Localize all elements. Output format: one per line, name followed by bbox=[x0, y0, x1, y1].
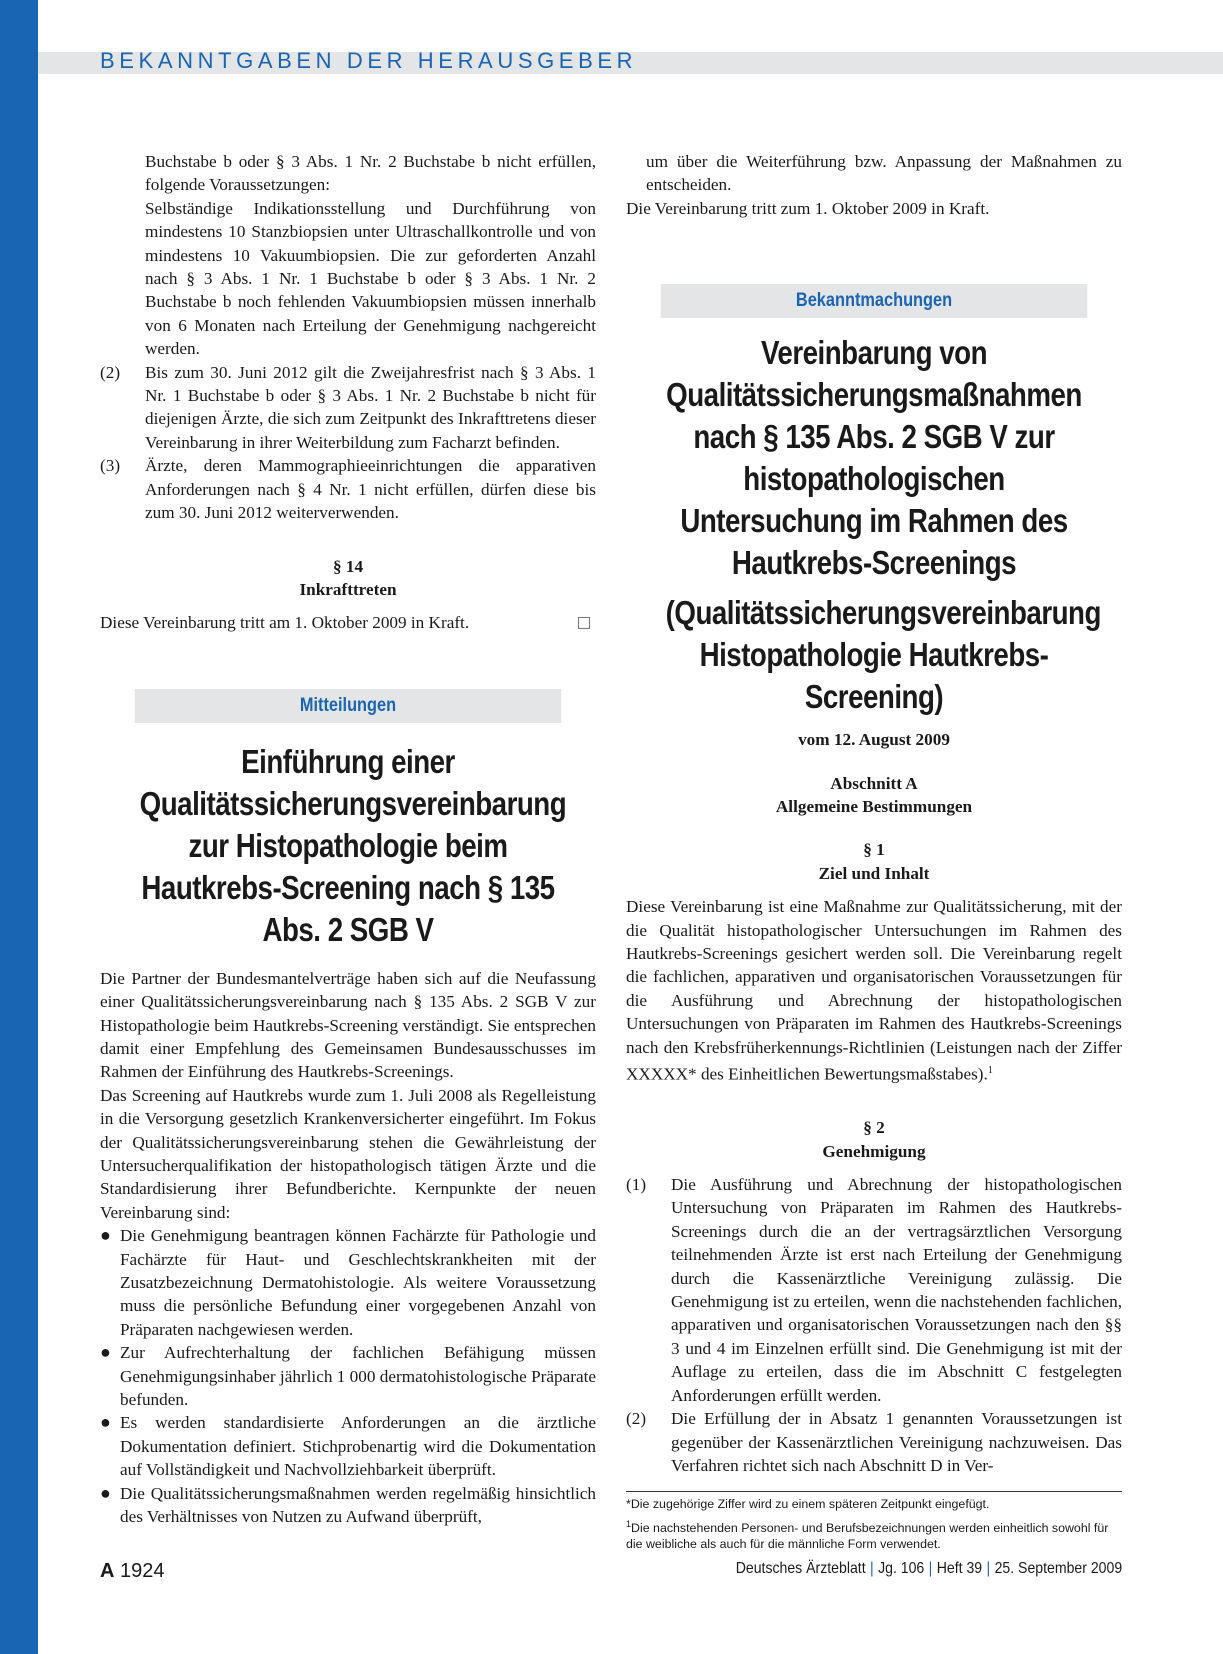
separator: | bbox=[869, 1560, 874, 1577]
announcement-subtitle: (Qualitätssicherungsvereinbarung Histopathologie Hautkrebs-Screening) bbox=[665, 594, 1101, 716]
item-number: (1) bbox=[626, 1175, 647, 1195]
paragraph: Selbständige Indikationsstellung und Durchführung von mindestens 10 Stanzbiopsien unter Ultraschallkontrolle und von mindestens 10 Vakuumbiopsien. Die zur geforderten Anzahl nach § 3 Abs. 1 Nr. 1 Buchstabe b oder § 3 Abs. 1 Nr. 2 Buchstabe b noch fehlenden Vakuumbiopsien müssen innerhalb von 6 Monaten nach Erteilung der Genehmigung nachgereicht werden. bbox=[145, 198, 596, 359]
paragraph: Die Partner der Bundesmantelverträge haben sich auf die Neufassung einer Qualitätssicherungsvereinbarung nach § 135 Abs. 2 SGB V zur Histopathologie beim Hautkrebs-Screening verständigt. Sie entsprechen damit einer Empfehlung des Gemeinsamen Bundesausschusses im Rahmen der Einführung des Hautkrebs-Screenings. bbox=[100, 968, 596, 1082]
numbered-item bbox=[626, 1407, 1122, 1477]
separator: | bbox=[986, 1560, 990, 1577]
item-number: (2) bbox=[100, 362, 121, 382]
item-text: Die Ausführung und Abrechnung der histopathologischen Untersuchung von Präparaten im Rahmen des Hautkrebs-Screenings durch die an der vertragsärztlichen Versorgung teilnehmenden Ärzte ist erst nach Erteilung der Genehmigung durch die Kassenärztliche Vereinigung zulässig. Die Genehmigung ist zu erteilen, wenn die nachstehenden fachlichen, apparativen und organisatorischen Voraussetzungen nach den §§ 3 und 4 im Einzelnen erfüllt sind. Die Genehmigung ist mit der Auflage zu erteilen, dass die im Abschnitt C festgelegten Anforderungen erfüllt werden. bbox=[671, 1175, 1123, 1405]
bullet-icon: ● bbox=[100, 1225, 111, 1246]
journal-issue: Heft 39 bbox=[936, 1560, 982, 1577]
footnote: *Die zugehörige Ziffer wird zu einem späteren Zeitpunkt eingefügt. bbox=[626, 1497, 990, 1512]
bullet-item bbox=[100, 1224, 596, 1341]
category-band: Bekanntmachungen bbox=[661, 284, 1088, 318]
paragraph: Die Vereinbarung tritt zum 1. Oktober 2009 in Kraft. bbox=[626, 198, 990, 218]
footnote-marker: 1 bbox=[987, 1065, 993, 1077]
footnote bbox=[626, 1516, 1122, 1552]
abschnitt-title: Allgemeine Bestimmungen bbox=[775, 797, 973, 817]
left-color-bar bbox=[0, 0, 38, 1654]
end-of-article-icon bbox=[578, 617, 590, 629]
numbered-item bbox=[626, 1173, 1122, 1407]
bullet-text: Die Genehmigung beantragen können Fachärzte für Pathologie und Fachärzte für Haut- und Geschlechtskrankheiten mit der Zusatzbezeichnung Dermatohistologie. Als weitere Voraussetzung muss die persönliche Befundung einer vorgegebenen Anzahl von Präparaten nachgewiesen werden. bbox=[120, 1226, 596, 1339]
page-footer bbox=[100, 1560, 1122, 1583]
page-prefix: A bbox=[100, 1560, 115, 1582]
left-column bbox=[100, 150, 596, 1528]
item-number: (2) bbox=[626, 1409, 647, 1429]
paragraph: Das Screening auf Hautkrebs wurde zum 1. Juli 2008 als Regelleistung in die Versorgung gesetzlich Krankenversicherter eingeführt. Im Fokus der Qualitätssicherungsvereinbarung stehen die Gewährleistung der Untersucherqualifikation der histopathologisch tätigen Ärzte und die Standardisierung ihrer Befundberichte. Kernpunkte der neuen Vereinbarung sind: bbox=[100, 1085, 596, 1222]
item-text: Ärzte, deren Mammographieeinrichtungen die apparativen Anforderungen nach § 4 Nr. 1 nicht erfüllen, dürfen diese bis zum 30. Juni 2012 weiterverwenden. bbox=[145, 456, 596, 523]
paragraph: Buchstabe b oder § 3 Abs. 1 Nr. 2 Buchstabe b nicht erfüllen, folgende Voraussetzungen: bbox=[145, 152, 596, 195]
continued-paragraph bbox=[100, 150, 596, 361]
page-number-value: 1924 bbox=[120, 1560, 165, 1582]
continued-paragraph bbox=[626, 150, 1122, 197]
section-title: Genehmigung bbox=[822, 1141, 926, 1161]
journal-info bbox=[736, 1560, 1122, 1583]
sec14-row bbox=[100, 611, 596, 634]
section-number: § 1 bbox=[863, 840, 885, 860]
item-number: (3) bbox=[100, 456, 121, 476]
bullet-item bbox=[100, 1341, 596, 1411]
bullet-item bbox=[100, 1482, 596, 1529]
journal-name: Deutsches Ärzteblatt bbox=[735, 1560, 866, 1577]
footnote-marker: 1 bbox=[626, 1519, 632, 1530]
numbered-item bbox=[100, 454, 596, 524]
bullet-text: Die Qualitätssicherungsmaßnahmen werden regelmäßig hinsichtlich des Verhältnisses von Nutzen zu Aufwand überprüft, bbox=[120, 1483, 596, 1527]
separator: | bbox=[928, 1560, 933, 1577]
paragraph-text: Diese Vereinbarung ist eine Maßnahme zur Qualitätssicherung, mit der die Qualität histopathologischer Untersuchungen im Rahmen des Hautkrebs-Screenings gesichert werden soll. Die Vereinbarung regelt die fachlichen, apparativen und organisatorischen Voraussetzungen für die Ausführung und Abrechnung der histopathologischen Untersuchungen von Präparaten im Rahmen des Hautkrebs-Screenings nach den Krebsfrüherkennungs-Richtlinien (Leistungen nach der Ziffer XXXXX* des Einheitlichen Bewertungsmaßstabes). bbox=[626, 897, 1122, 1084]
section-number: § 14 bbox=[332, 556, 364, 576]
footnote-text: Die nachstehenden Personen- und Berufsbezeichnungen werden einheitlich sowohl für die weibliche als auch für die männliche Form verwendet. bbox=[626, 1521, 1109, 1552]
paragraph: Diese Vereinbarung tritt am 1. Oktober 2009 in Kraft. bbox=[100, 613, 470, 633]
bullet-text: Zur Aufrechterhaltung der fachlichen Befähigung müssen Genehmigungsinhaber jährlich 1 000 dermatohistologische Präparate befunden. bbox=[120, 1343, 596, 1410]
section-number: § 2 bbox=[863, 1118, 885, 1138]
section-title: Inkrafttreten bbox=[299, 579, 397, 599]
article-title: Einführung einer Qualitätssicherungsvereinbarung zur Histopathologie beim Hautkrebs-Screening nach § 135 Abs. 2 SGB V bbox=[139, 742, 567, 948]
section-title: Ziel und Inhalt bbox=[818, 863, 930, 883]
journal-volume: Jg. 106 bbox=[877, 1560, 925, 1577]
bullet-icon: ● bbox=[100, 1342, 111, 1363]
category-band: Mitteilungen bbox=[135, 689, 562, 723]
section-header: BEKANNTGABEN DER HERAUSGEBER bbox=[100, 48, 638, 73]
bullet-text: Es werden standardisierte Anforderungen an die ärztliche Dokumentation definiert. Stichprobenartig wird die Dokumentation auf Vollständigkeit und Nachvollziehbarkeit überprüft. bbox=[120, 1413, 596, 1480]
bullet-icon: ● bbox=[100, 1482, 111, 1503]
right-column bbox=[626, 150, 1122, 1552]
numbered-item bbox=[100, 361, 596, 455]
item-text: Bis zum 30. Juni 2012 gilt die Zweijahresfrist nach § 3 Abs. 1 Nr. 1 Buchstabe b oder § 3 Abs. 1 Nr. 2 Buchstabe b nicht für diejenigen Ärzte, die sich zum Zeitpunkt des Inkrafttretens dieser Vereinbarung in ihrer Weiterbildung zum Facharzt befinden. bbox=[145, 362, 596, 452]
journal-date: 25. September 2009 bbox=[994, 1560, 1122, 1577]
item-text: Die Erfüllung der in Absatz 1 genannten Voraussetzungen ist gegenüber der Kassenärztlichen Vereinigung nachzuweisen. Das Verfahren richtet sich nach Abschnitt D in Ver- bbox=[671, 1409, 1122, 1475]
bullet-icon: ● bbox=[100, 1412, 111, 1433]
announcement-title: Vereinbarung von Qualitätssicherungsmaßnahmen nach § 135 Abs. 2 SGB V zur histopathologischen Untersuchung im Rahmen des Hautkrebs-Screenings bbox=[666, 334, 1082, 582]
bullet-item bbox=[100, 1411, 596, 1481]
page-number bbox=[100, 1560, 165, 1583]
abschnitt-label: Abschnitt A bbox=[830, 773, 918, 793]
paragraph bbox=[626, 895, 1122, 1086]
announcement-date: vom 12. August 2009 bbox=[798, 730, 950, 750]
paragraph: um über die Weiterführung bzw. Anpassung der Maßnahmen zu entscheiden. bbox=[646, 152, 1122, 195]
